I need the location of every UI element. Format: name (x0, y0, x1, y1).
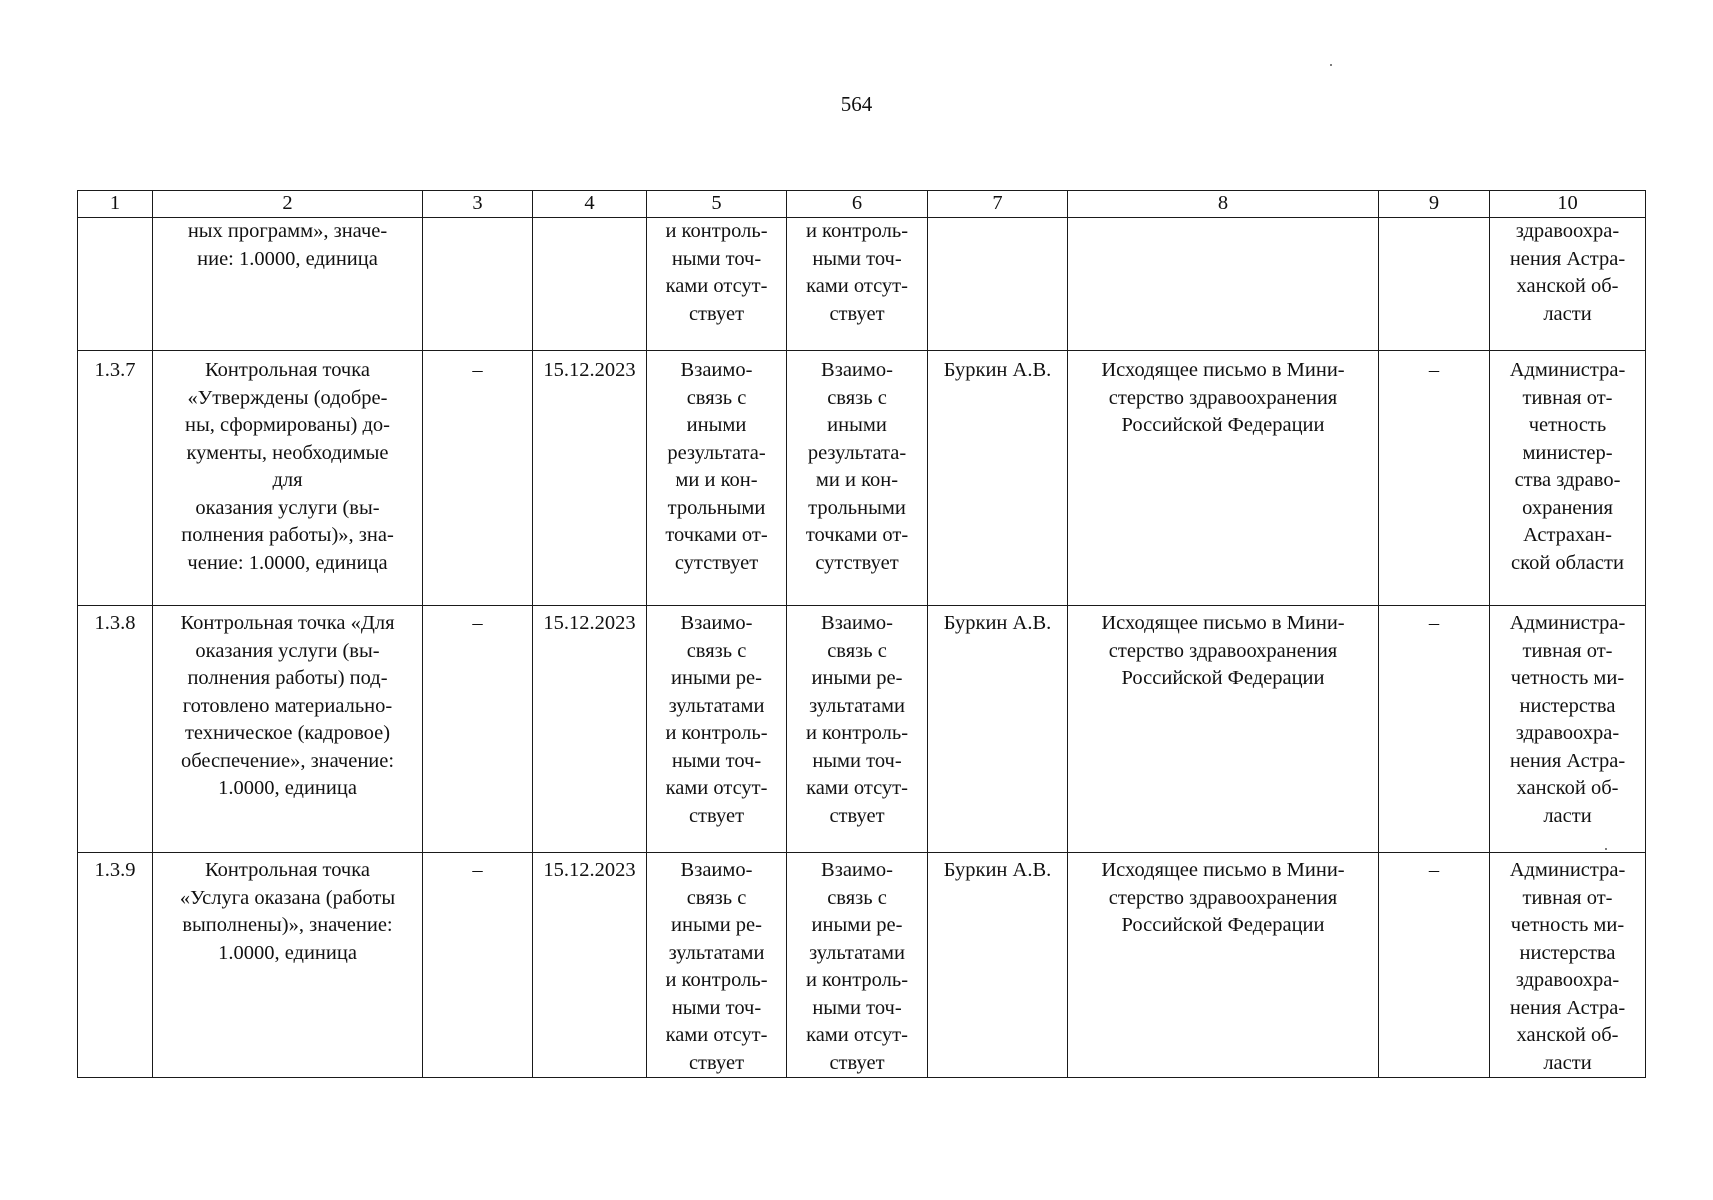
scan-speck (1605, 848, 1607, 850)
base-value-cell: – (423, 606, 533, 853)
row-number-cell: 1.3.8 (78, 606, 153, 853)
source-cell: Администра- тивная от- четность ми- нистерства здравоохра- нения Астра- ханской об- ласти (1490, 606, 1646, 853)
link-next-cell: и контроль- ными точ- ками отсут- ствует (787, 218, 928, 351)
column-header-9: 9 (1379, 191, 1490, 218)
table-row-1-3-9 (78, 853, 1646, 1078)
link-prev-cell: Взаимо- связь с иными ре- зультатами и контроль- ными точ- ками отсут- ствует (647, 606, 787, 853)
column-header-7: 7 (928, 191, 1068, 218)
responsible-cell: Буркин А.В. (928, 351, 1068, 606)
source-cell: Администра- тивная от- четность министер- ства здраво- охранения Астрахан- ской области (1490, 351, 1646, 606)
column-header-1: 1 (78, 191, 153, 218)
info-system-cell: – (1379, 606, 1490, 853)
responsible-cell: Буркин А.В. (928, 853, 1068, 1078)
column-header-2: 2 (153, 191, 423, 218)
row-number-cell (78, 218, 153, 351)
info-system-cell: – (1379, 351, 1490, 606)
column-header-4: 4 (533, 191, 647, 218)
base-value-cell: – (423, 351, 533, 606)
responsible-cell (928, 218, 1068, 351)
deadline-date-cell: 15.12.2023 (533, 606, 647, 853)
deadline-date-cell: 15.12.2023 (533, 853, 647, 1078)
info-system-cell: – (1379, 853, 1490, 1078)
link-next-cell: Взаимо- связь с иными ре- зультатами и контроль- ными точ- ками отсут- ствует (787, 606, 928, 853)
page-number: 564 (840, 92, 873, 116)
link-next-cell: Взаимо- связь с иными результата- ми и кон- трольными точками от- сутствует (787, 351, 928, 606)
source-cell: здравоохра- нения Астра- ханской об- ласти (1490, 218, 1646, 351)
base-value-cell (423, 218, 533, 351)
deadline-date-cell: 15.12.2023 (533, 351, 647, 606)
column-number-row (78, 191, 1646, 218)
row-number-cell: 1.3.7 (78, 351, 153, 606)
column-header-3: 3 (423, 191, 533, 218)
column-header-10: 10 (1490, 191, 1646, 218)
control-point-name-cell: Контрольная точка «Утверждены (одобре- ны, сформированы) до- кументы, необходимые для оказания услуги (вы- полнения работы)», зна- чение: 1.0000, единица (153, 351, 423, 606)
link-prev-cell: и контроль- ными точ- ками отсут- ствует (647, 218, 787, 351)
row-number-cell: 1.3.9 (78, 853, 153, 1078)
control-point-name-cell: ных программ», значе- ние: 1.0000, единица (153, 218, 423, 351)
deadline-date-cell (533, 218, 647, 351)
table-row-continuation (78, 218, 1646, 351)
scan-speck (1330, 64, 1332, 66)
column-header-8: 8 (1068, 191, 1379, 218)
document-cell: Исходящее письмо в Мини- стерство здравоохранения Российской Федерации (1068, 853, 1379, 1078)
table-row-1-3-7 (78, 351, 1646, 606)
link-prev-cell: Взаимо- связь с иными результата- ми и кон- трольными точками от- сутствует (647, 351, 787, 606)
control-points-table (77, 190, 1646, 1078)
control-point-name-cell: Контрольная точка «Услуга оказана (работы выполнены)», значение: 1.0000, единица (153, 853, 423, 1078)
base-value-cell: – (423, 853, 533, 1078)
document-cell (1068, 218, 1379, 351)
column-header-6: 6 (787, 191, 928, 218)
document-cell: Исходящее письмо в Мини- стерство здравоохранения Российской Федерации (1068, 606, 1379, 853)
responsible-cell: Буркин А.В. (928, 606, 1068, 853)
link-next-cell: Взаимо- связь с иными ре- зультатами и контроль- ными точ- ками отсут- ствует (787, 853, 928, 1078)
info-system-cell (1379, 218, 1490, 351)
table-row-1-3-8 (78, 606, 1646, 853)
link-prev-cell: Взаимо- связь с иными ре- зультатами и контроль- ными точ- ками отсут- ствует (647, 853, 787, 1078)
column-header-5: 5 (647, 191, 787, 218)
document-cell: Исходящее письмо в Мини- стерство здравоохранения Российской Федерации (1068, 351, 1379, 606)
source-cell: Администра- тивная от- четность ми- нистерства здравоохра- нения Астра- ханской об- ласти (1490, 853, 1646, 1078)
control-point-name-cell: Контрольная точка «Для оказания услуги (вы- полнения работы) под- готовлено материально- техническое (кадровое) обеспечение», значение: 1.0000, единица (153, 606, 423, 853)
